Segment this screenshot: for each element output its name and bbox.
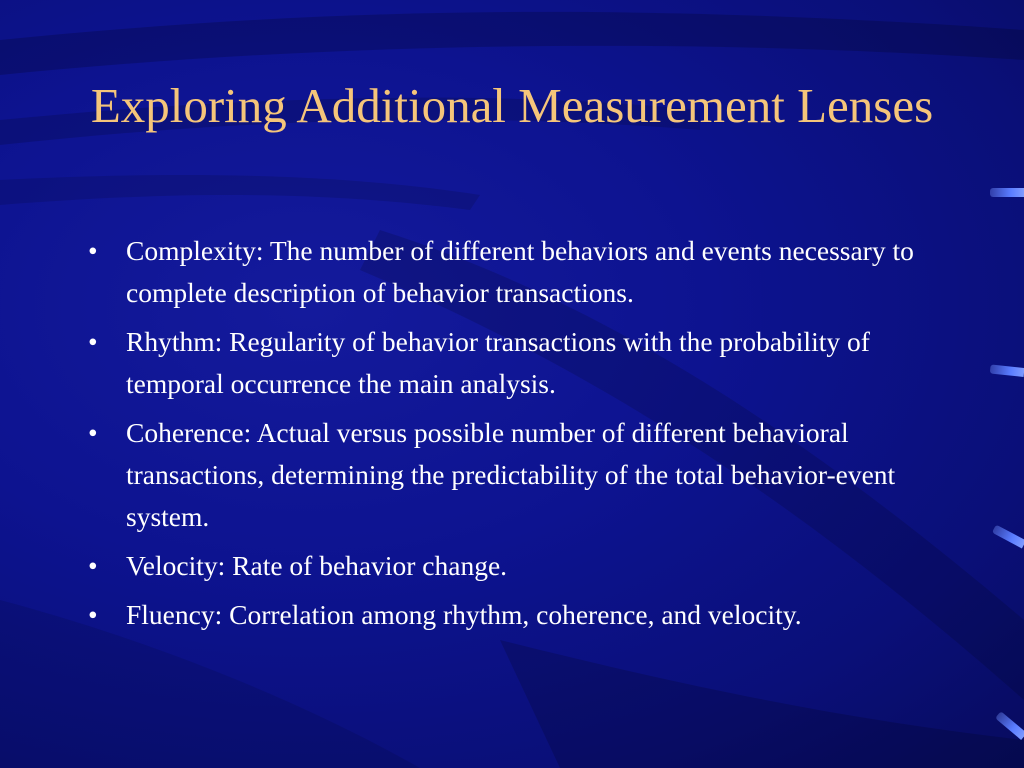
bullet-list (88, 230, 948, 643)
bullet-item-fluency (88, 594, 948, 636)
bullet-item-rhythm (88, 321, 948, 405)
bullet-text: Complexity: The number of different behaviors and events necessary to complete description of behavior transactions. (126, 235, 914, 308)
edge-accent-mark (990, 188, 1024, 197)
bullet-item-complexity (88, 230, 948, 314)
bullet-item-coherence (88, 412, 948, 538)
bullet-text: Velocity: Rate of behavior change. (126, 550, 508, 581)
bullet-glyph: • (88, 550, 98, 581)
bullet-item-velocity (88, 545, 948, 587)
bullet-glyph: • (88, 599, 98, 630)
bullet-text: Coherence: Actual versus possible number of different behavioral transactions, determining the predictability of the total behavior-event system. (126, 417, 896, 532)
bullet-text: Rhythm: Regularity of behavior transactions with the probability of temporal occurrence the main analysis. (126, 326, 870, 399)
bullet-glyph: • (88, 235, 98, 266)
bullet-text: Fluency: Correlation among rhythm, coherence, and velocity. (126, 599, 802, 630)
bullet-glyph: • (88, 326, 98, 357)
slide-title: Exploring Additional Measurement Lenses (90, 78, 934, 133)
bullet-glyph: • (88, 417, 98, 448)
